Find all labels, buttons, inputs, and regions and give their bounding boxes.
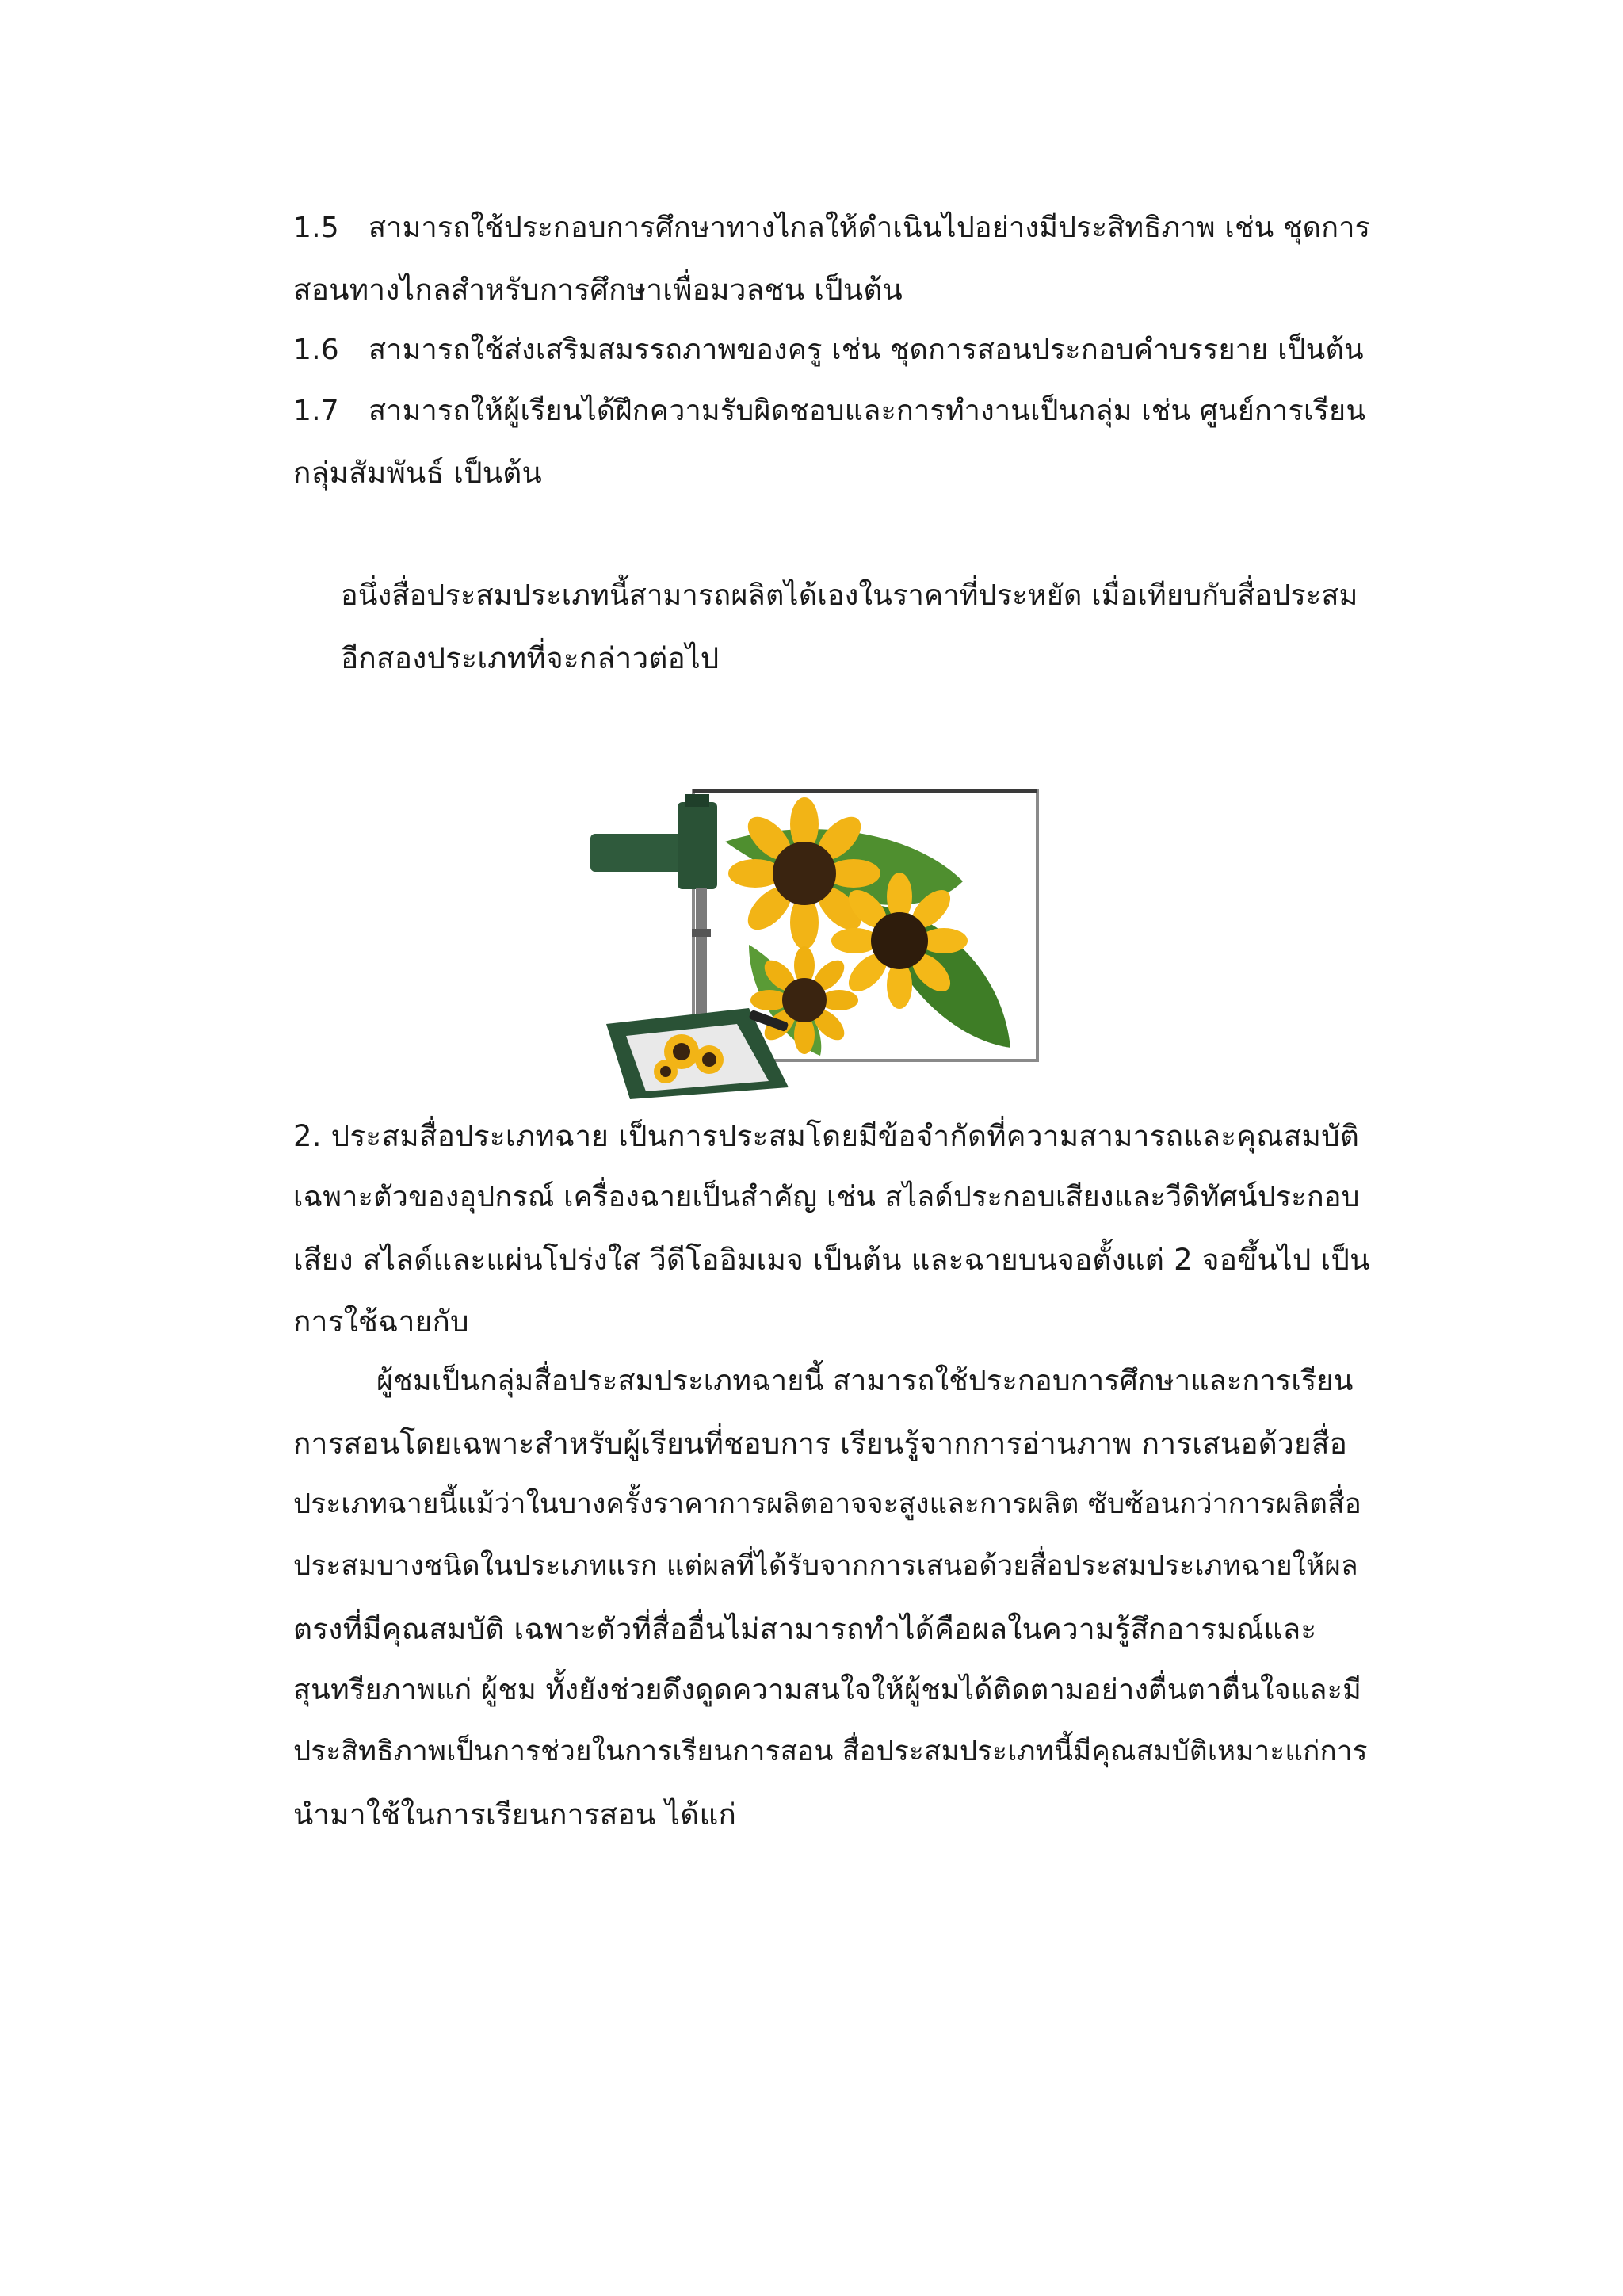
item-number: 1.6 <box>293 334 339 366</box>
note-line-1: อนึ่งสื่อประสมประเภทนี้สามารถผลิตได้เองในราคาที่ประหยัด เมื่อเทียบกับสื่อประสม <box>341 579 1358 612</box>
item-text: สามารถใช้ส่งเสริมสมรรถภาพของครู เช่น ชุดการสอนประกอบคำบรรยาย เป็นต้น <box>369 334 1364 366</box>
item-1-7-line-1 <box>293 397 1365 426</box>
overhead-projector-image <box>590 786 1042 1103</box>
paragraph-line-2: การสอนโดยเฉพาะสำหรับผู้เรียนที่ชอบการ เรียนรู้จากการอ่านภาพ การเสนอด้วยสื่อ <box>293 1427 1348 1461</box>
section-2-line-4: การใช้ฉายกับ <box>293 1305 469 1339</box>
item-1-5-line-1 <box>293 214 1370 243</box>
section-2-line-2: เฉพาะตัวของอุปกรณ์ เครื่องฉายเป็นสำคัญ เช่น สไลด์ประกอบเสียงและวีดิทัศน์ประกอบ <box>293 1181 1360 1213</box>
paragraph-line-6: สุนทรียภาพแก่ ผู้ชม ทั้งยังช่วยดึงดูดความสนใจให้ผู้ชมได้ติดตามอย่างตื่นตาตื่นใจและมี <box>293 1674 1362 1706</box>
paragraph-line-3: ประเภทฉายนี้แม้ว่าในบางครั้งราคาการผลิตอาจจะสูงและการผลิต ซับซ้อนกว่าการผลิตสื่อ <box>293 1488 1361 1520</box>
note-line-2: อีกสองประเภทที่จะกล่าวต่อไป <box>341 641 720 675</box>
paragraph-line-8: นำมาใช้ในการเรียนการสอน ได้แก่ <box>293 1797 737 1832</box>
item-number: 1.5 <box>293 212 339 244</box>
section-2-line-1 <box>293 1121 1379 1151</box>
item-text: สามารถใช้ประกอบการศึกษาทางไกลให้ดำเนินไปอย่างมีประสิทธิภาพ เช่น ชุดการ <box>369 212 1371 244</box>
paragraph-line-4: ประสมบางชนิดในประเภทแรก แต่ผลที่ได้รับจากการเสนอด้วยสื่อประสมประเภทฉายให้ผล <box>293 1550 1358 1582</box>
item-1-5-line-2: สอนทางไกลสำหรับการศึกษาเพื่อมวลชน เป็นต้น <box>293 273 903 307</box>
overhead-projector-icon <box>590 786 1042 1103</box>
section-2-text: 2. ประสมสื่อประเภทฉาย เป็นการประสมโดยมีข้อจำกัดที่ความสามารถและคุณสมบัติ <box>293 1119 1360 1153</box>
paragraph-line-5: ตรงที่มีคุณสมบัติ เฉพาะตัวที่สื่ออื่นไม่สามารถทำได้คือผลในความรู้สึกอารมณ์และ <box>293 1612 1317 1646</box>
item-1-6-line-1 <box>293 336 1364 365</box>
paragraph-line-1: ผู้ชมเป็นกลุ่มสื่อประสมประเภทฉายนี้ สามารถใช้ประกอบการศึกษาและการเรียน <box>376 1365 1354 1397</box>
item-text: สามารถให้ผู้เรียนได้ฝึกความรับผิดชอบและการทำงานเป็นกลุ่ม เช่น ศูนย์การเรียน <box>369 395 1366 427</box>
item-number: 1.7 <box>293 395 339 427</box>
paragraph-line-7: ประสิทธิภาพเป็นการช่วยในการเรียนการสอน สื่อประสมประเภทนี้มีคุณสมบัติเหมาะแก่การ <box>293 1736 1368 1767</box>
section-2-line-3: เสียง สไลด์และแผ่นโปร่งใส วีดีโออิมเมจ เป็นต้น และฉายบนจอตั้งแต่ 2 จอขึ้นไป เป็น <box>293 1243 1370 1277</box>
item-1-7-line-2: กลุ่มสัมพันธ์ เป็นต้น <box>293 456 543 490</box>
